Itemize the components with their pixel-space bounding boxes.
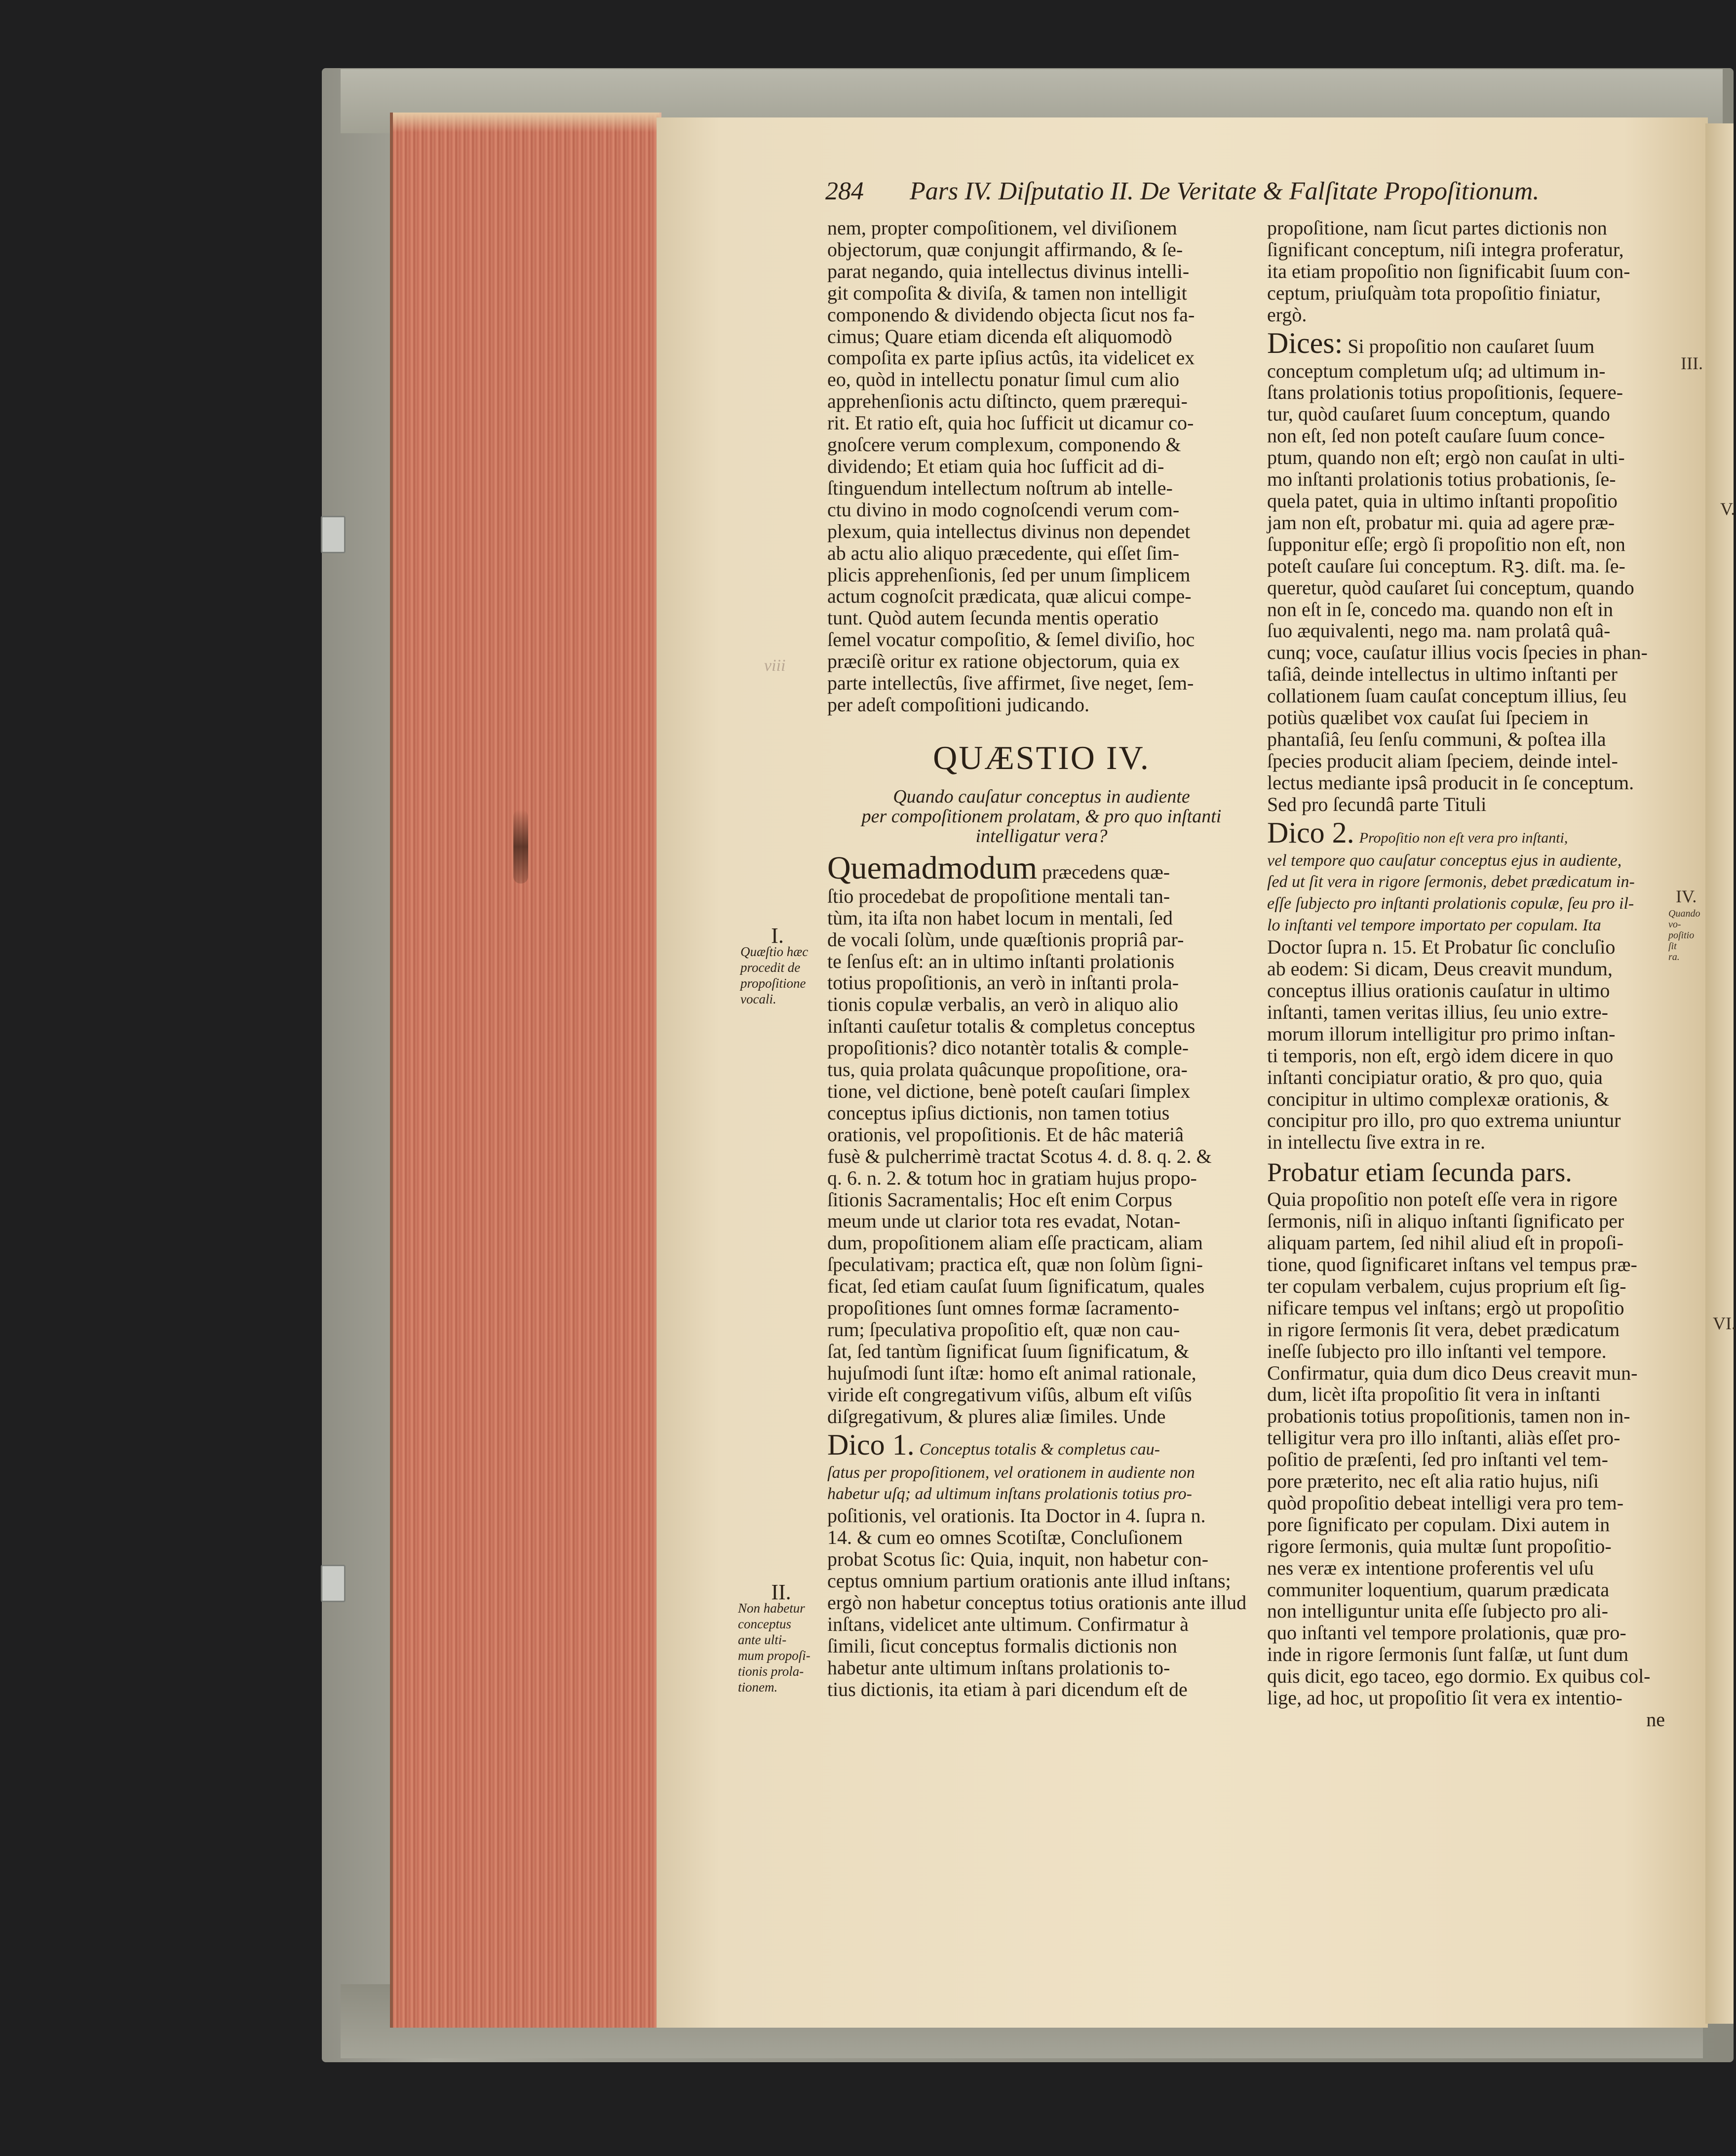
running-header (825, 177, 1664, 216)
text-line: habetur uſq; ad ultimum inſtans prolationis totius pro- (827, 1485, 1192, 1503)
margin-line: procedit de (740, 960, 801, 975)
text-line: cimus; Quare etiam dicenda eſt aliquomodò (827, 325, 1172, 347)
text-line: inſtanti cauſetur totalis & completus conceptus (827, 1015, 1196, 1038)
text-line: rigore ſermonis, quia multæ ſunt propoſitio- (1267, 1535, 1612, 1557)
margin-line: propoſitione (740, 976, 806, 991)
subtitle-line: intelligatur vera? (975, 825, 1108, 847)
text-line: probat Scotus ſic: Quia, inquit, non habetur con- (827, 1548, 1209, 1571)
text-line: conceptus illius orationis cauſatur in ultimo (1267, 979, 1610, 1001)
text-line: propoſitionis? dico notantèr totalis & comple- (827, 1037, 1189, 1059)
margin-line: poſitio ſit (1668, 930, 1695, 952)
text-line: ſemel vocatur compoſitio, & ſemel diviſio, hoc (827, 628, 1195, 651)
paragraph-lead: Dico 2. (1267, 816, 1354, 849)
text-line: telligitur vera pro illo inſtanti, aliàs eſſet pro- (1267, 1426, 1620, 1449)
text-line: præciſè oritur ex ratione objectorum, quia ex (827, 650, 1180, 673)
text-line: rum; ſpeculativa propoſitio eſt, quæ non cau- (827, 1318, 1180, 1341)
text-line: Conceptus totalis & completus cau- (919, 1440, 1160, 1459)
text-line: diſgregativum, & plures aliæ ſimiles. Unde (827, 1405, 1166, 1427)
text-line: tus, quia prolata quâcunque propoſitione, ora- (827, 1058, 1188, 1081)
text-line: fusè & pulcherrimè tractat Scotus 4. d. 8. q. 2. & (827, 1145, 1212, 1167)
text-line: probationis totius propoſitionis, tamen non in- (1267, 1405, 1630, 1427)
text-line: Confirmatur, quia dum dico Deus creavit mun- (1267, 1361, 1638, 1384)
text-line: git compoſita & diviſa, & tamen non intelligit (827, 281, 1187, 304)
margin-line: Quando vo- (1668, 908, 1700, 930)
text-line: plicis apprehenſionis, ſed per unum ſimplicem (827, 563, 1191, 586)
text-line: tione, quod ſignificaret inſtans vel tempus præ- (1267, 1253, 1637, 1275)
text-line: tunt. Quòd autem ſecunda mentis operatio (827, 607, 1158, 629)
margin-numeral-2: II. (771, 1580, 791, 1604)
text-line: componendo & dividendo objecta ſicut nos fa- (827, 303, 1195, 326)
paragraph-dices (1267, 326, 1665, 815)
text-line: 14. & cum eo omnes Scotiſtæ, Concluſionem (827, 1526, 1183, 1549)
text-line: inſtanti concipiatur oratio, & pro quo, quia (1267, 1066, 1603, 1088)
paragraph-quemadmodum (827, 851, 1256, 1427)
text-line: ſatus per propoſitionem, vel orationem in audiente non (827, 1463, 1195, 1482)
probatur-heading: Probatur etiam ſecunda pars. (1267, 1157, 1572, 1188)
margin-line: vocali. (740, 992, 776, 1006)
subtitle-line: per compoſitionem prolatam, & pro quo inſtanti (861, 806, 1222, 827)
margin-line: Non habetur (738, 1601, 805, 1616)
running-title: Pars IV. Diſputatio II. De Veritate & Falſitate Propoſitionum. (910, 177, 1540, 205)
margin-note-1 (740, 924, 814, 1007)
text-line: potiùs quælibet vox cauſat ſui ſpeciem in (1267, 706, 1588, 729)
text-line: ficat, ſed etiam cauſat ſuum ſignificatum, quales (827, 1275, 1205, 1298)
text-line: ſupponitur eſſe; ergò ſi propoſitio non eſt, non (1267, 533, 1625, 555)
margin-line: mum propoſi- (738, 1648, 810, 1663)
text-line: ſitionis Sacramentalis; Hoc eſt enim Corpus (827, 1188, 1172, 1211)
text-line: poſitionis, vel orationis. Ita Doctor in 4. ſupra n. (827, 1504, 1206, 1527)
text-line: ſermonis, niſi in aliquo inſtanti ſignificato per (1267, 1210, 1624, 1232)
text-line: parte intellectûs, ſive affirmet, ſive neget, ſem- (827, 672, 1194, 694)
text-line: lectus mediante ipsâ producit in ſe conceptum. (1267, 771, 1634, 794)
text-line: viride eſt congregativum viſûs, album eſt viſûs (827, 1383, 1192, 1406)
text-line: ſignificant conceptum, niſi integra proferatur, (1267, 238, 1624, 261)
faint-mark: viii (764, 656, 786, 675)
text-line: Si propoſitio non cauſaret ſuum (1348, 335, 1595, 357)
text-line: Quia propoſitio non poteſt eſſe vera in rigore (1267, 1188, 1618, 1211)
text-line: compoſita ex parte ipſius actûs, ita videlicet ex (827, 346, 1195, 369)
text-line: lige, ad hoc, ut propoſitio ſit vera ex intentio- (1267, 1687, 1622, 1709)
text-line: queretur, quòd cauſaret ſui conceptum, quando (1267, 576, 1634, 599)
text-line: orationis, vel propoſitionis. Et de hâc materiâ (827, 1123, 1184, 1146)
paragraph-lead: Dices: (1267, 326, 1343, 359)
text-line: Sed pro ſecundâ parte Tituli (1267, 793, 1487, 815)
text-line: quis dicit, ego taceo, ego dormio. Ex quibus col- (1267, 1665, 1651, 1688)
text-line: nificare tempus vel inſtans; ergò ut propoſitio (1267, 1296, 1624, 1319)
text-line: per adeſt compoſitioni judicando. (827, 693, 1089, 716)
catchword: ne (1646, 1708, 1665, 1731)
text-line: cunq; voce, cauſatur illius vocis ſpecies in phan- (1267, 641, 1648, 664)
text-line: dum, licèt iſta propoſitio ſit vera in inſtanti (1267, 1383, 1601, 1406)
text-line: ſtinguendum intellectum noſtrum ab intelle- (827, 476, 1173, 499)
text-line: ſat, ſed tantùm ſignificat ſuum ſignificatum, & (827, 1340, 1190, 1362)
text-line: non eſt in ſe, concedo ma. quando non eſt in (1267, 598, 1613, 620)
text-line: dividendo; Et etiam quia hoc ſufficit ad di- (827, 455, 1164, 477)
paragraph-dico1 (827, 1427, 1256, 1700)
text-line: dum, propoſitionem aliam eſſe practicam, aliam (827, 1232, 1203, 1254)
text-line: Doctor ſupra n. 15. Et Probatur ſic concluſio (1267, 936, 1616, 959)
text-line: ita etiam propoſitio non ſignificabit ſuum con- (1267, 260, 1630, 282)
text-line: gnoſcere verum complexum, componendo & (827, 433, 1181, 456)
text-line: vel tempore quo cauſatur conceptus ejus in audiente, (1267, 851, 1622, 870)
text-line: ceptum, priuſquàm tota propoſitio finiatur, (1267, 281, 1601, 304)
text-line: ab eodem: Si dicam, Deus creavit mundum, (1267, 958, 1613, 980)
margin-line: Quæſtio hæc (740, 944, 809, 959)
text-line: communiter loquentium, quarum prædicata (1267, 1578, 1610, 1601)
text-line: q. 6. n. 2. & totum hoc in gratiam hujus propo- (827, 1166, 1197, 1189)
text-line: poteſt cauſare ſui conceptum. Rꝫ. diſt. ma. ſe- (1267, 554, 1625, 577)
text-line: quòd propoſitio debeat intelligi vera pro tem- (1267, 1491, 1624, 1514)
text-line: quela patet, quia in ultimo inſtanti propoſitio (1267, 489, 1618, 512)
text-line: actum cognoſcit prædicata, quæ alicui compe- (827, 585, 1192, 608)
text-line: eſſe ſubjecto pro inſtanti prolationis copulæ, ſeu pro il- (1267, 894, 1634, 913)
text-line: inſtanti, tamen veritas illius, ſeu unio extre- (1267, 1001, 1608, 1023)
text-line: aliquam partem, ſed nihil aliud eſt in propoſi- (1267, 1232, 1624, 1254)
page-edges (390, 113, 661, 2028)
margin-line: ante ulti- (738, 1632, 787, 1647)
text-line: objectorum, quæ conjungit affirmando, & ſe- (827, 238, 1183, 261)
paragraph-body (827, 886, 1256, 1427)
text-line: conceptum completum uſq; ad ultimum in- (1267, 359, 1606, 382)
facing-page-edge (1705, 123, 1734, 2024)
text-line: propoſitione, nam ſicut partes dictionis non (1267, 217, 1607, 239)
text-line: in intellectu ſive extra in re. (1267, 1131, 1486, 1154)
paragraph-continuation (1267, 217, 1665, 326)
text-line: pore præterito, nec eſt alia ratio hujus, niſi (1267, 1470, 1599, 1493)
text-line: taſiâ, deinde intellectus in ultimo inſtanti per (1267, 663, 1618, 686)
text-column-right (1267, 217, 1665, 1731)
margin-numeral-6: VI. (1713, 1313, 1736, 1333)
paragraph-continuation (827, 217, 1256, 716)
margin-line: tionis prola- (738, 1664, 804, 1679)
text-line: hujuſmodi ſunt iſtæ: homo eſt animal rationale, (827, 1361, 1196, 1384)
clasp-lower (321, 1565, 346, 1602)
text-line: ergò non habetur conceptus totius orationis ante illud (827, 1591, 1247, 1614)
text-line: habetur ante ultimum inſtans prolationis to- (827, 1656, 1170, 1679)
text-line: ſimili, ſicut conceptus formalis dictionis non (827, 1634, 1177, 1657)
text-line: de vocali ſolùm, unde quæſtionis propriâ par- (827, 928, 1184, 951)
text-line: ſuo æquivalenti, nego ma. nam prolatâ quâ- (1267, 619, 1611, 642)
text-line: conceptus ipſius dictionis, non tamen totius (827, 1101, 1170, 1124)
text-line: concipitur pro illo, pro quo extrema uniuntur (1267, 1109, 1621, 1132)
text-line: ctu divino in modo cognoſcendi verum com- (827, 498, 1180, 521)
text-line: ptum, quando non eſt; ergò non cauſat in ulti- (1267, 446, 1625, 469)
text-line: eo, quòd in intellectu ponatur ſimul cum alio (827, 368, 1180, 391)
text-line: tur, quòd cauſaret ſuum conceptum, quando (1267, 403, 1610, 425)
paragraph-probatur (1267, 1189, 1665, 1709)
text-line: ti temporis, non eſt, ergò idem dicere in quo (1267, 1044, 1614, 1067)
paragraph-body (1267, 360, 1665, 815)
text-line: tius dictionis, ita etiam à pari dicendum eſt de (827, 1678, 1188, 1700)
paragraph-dico2 (1267, 815, 1665, 1154)
text-line: tùm, ita iſta non habet locum in mentali, ſed (827, 906, 1173, 929)
paragraph-lead: Dico 1. (827, 1428, 915, 1461)
text-line: Propoſitio non eſt vera pro inſtanti, (1359, 829, 1568, 846)
text-line: non eſt, ſed non poteſt cauſare ſuum conce- (1267, 424, 1605, 447)
margin-line: tionem. (738, 1680, 778, 1694)
text-line: meum unde ut clarior tota res evadat, Notan- (827, 1210, 1181, 1232)
text-line: in rigore ſermonis ſit vera, debet prædicatum (1267, 1318, 1620, 1341)
paragraph-lead: Quemadmodum (827, 849, 1038, 886)
text-line: ſtans prolationis totius propoſitionis, ſequere- (1267, 381, 1623, 404)
margin-note-2 (738, 1580, 824, 1695)
text-line: concipitur in ultimo complexæ orationis, & (1267, 1087, 1610, 1110)
margin-numeral-1: I. (771, 924, 784, 948)
text-line: lo inſtanti vel tempore importato per copulam. Ita (1267, 916, 1601, 935)
margin-line: conceptus (738, 1617, 791, 1631)
ink-stain (513, 809, 528, 884)
text-line: apprehenſionis actu diſtincto, quem prærequi- (827, 390, 1188, 413)
clasp-upper (321, 516, 346, 553)
text-line: jam non eſt, probatur mi. quia ad agere præ- (1267, 511, 1615, 534)
text-line: ergò. (1267, 303, 1307, 326)
text-line: plexum, quia intellectus divinus non dependet (827, 520, 1191, 542)
text-line: morum illorum intelligitur pro primo inſtan- (1267, 1022, 1616, 1045)
text-line: ſpeculativam; practica eſt, quæ non ſolùm ſigni- (827, 1253, 1203, 1276)
text-line: ter copulam verbalem, cujus proprium eſt ſig- (1267, 1274, 1626, 1297)
margin-numeral-4: IV. (1676, 886, 1697, 906)
text-line: non intelliguntur unita eſſe ſubjecto pro ali- (1267, 1600, 1608, 1622)
text-line: ſpecies producit aliam ſpeciem, deinde intel- (1267, 749, 1618, 772)
text-line: ineſſe ſubjecto pro illo inſtanti vel tempore. (1267, 1340, 1607, 1362)
text-line: nes veræ ex intentione proferentis vel uſu (1267, 1556, 1594, 1579)
text-line: collationem ſuam cauſat conceptum illius, ſeu (1267, 685, 1627, 707)
text-line: ceptus omnium partium orationis ante illud inſtans; (827, 1570, 1231, 1592)
margin-line: ra. (1668, 952, 1680, 962)
text-line: rit. Et ratio eſt, quia hoc ſufficit ut dicamur co- (827, 412, 1194, 434)
text-line: phantaſiâ, ſeu ſenſu communi, & poſtea illa (1267, 728, 1606, 750)
text-line: propoſitiones ſunt omnes formæ ſacramento- (827, 1297, 1180, 1319)
question-title: QUÆSTIO IV. (933, 738, 1150, 776)
page-number: 284 (825, 177, 864, 205)
subtitle-line: Quando cauſatur conceptus in audiente (893, 786, 1190, 807)
text-line: pore ſignificato per copulam. Dixi autem in (1267, 1513, 1610, 1536)
text-line: ſed ut ſit vera in rigore ſermonis, debet prædicatum in- (1267, 873, 1635, 891)
text-line: parat negando, quia intellectus divinus intelli- (827, 260, 1190, 282)
text-line: mo inſtanti prolationis totius probationis, ſe- (1267, 468, 1616, 491)
text-column-left (827, 217, 1256, 1700)
margin-numeral-5: V. (1720, 499, 1736, 519)
text-line: totius propoſitionis, an verò in inſtanti prola- (827, 971, 1179, 994)
text-line: inde in rigore ſermonis ſunt falſæ, ut ſunt dum (1267, 1643, 1629, 1666)
text-line: tione, vel dictione, benè poteſt cauſari ſimplex (827, 1080, 1191, 1102)
text-line: præcedens quæ- (1042, 860, 1170, 883)
text-line: te ſenſus eſt: an in ultimo inſtanti prolationis (827, 950, 1175, 972)
paragraph-body (827, 1462, 1256, 1700)
text-line: quo inſtanti vel tempore prolationis, quæ pro- (1267, 1621, 1626, 1644)
paragraph-body (1267, 850, 1665, 1154)
question-subtitle (827, 787, 1256, 846)
text-line: ſtio procedebat de propoſitione mentali tan- (827, 885, 1170, 907)
text-line: nem, propter compoſitionem, vel diviſionem (827, 217, 1177, 239)
margin-note-4 (1668, 908, 1698, 962)
text-line: ab actu alio aliquo præcedente, qui eſſet ſim- (827, 541, 1180, 564)
text-line: tionis copulæ verbalis, an verò in aliquo alio (827, 993, 1178, 1016)
text-line: inſtans, videlicet ante ultimum. Confirmatur à (827, 1613, 1189, 1635)
margin-numeral-3: III. (1681, 353, 1703, 373)
text-line: poſitio de præſenti, ſed pro inſtanti vel tem- (1267, 1448, 1608, 1471)
